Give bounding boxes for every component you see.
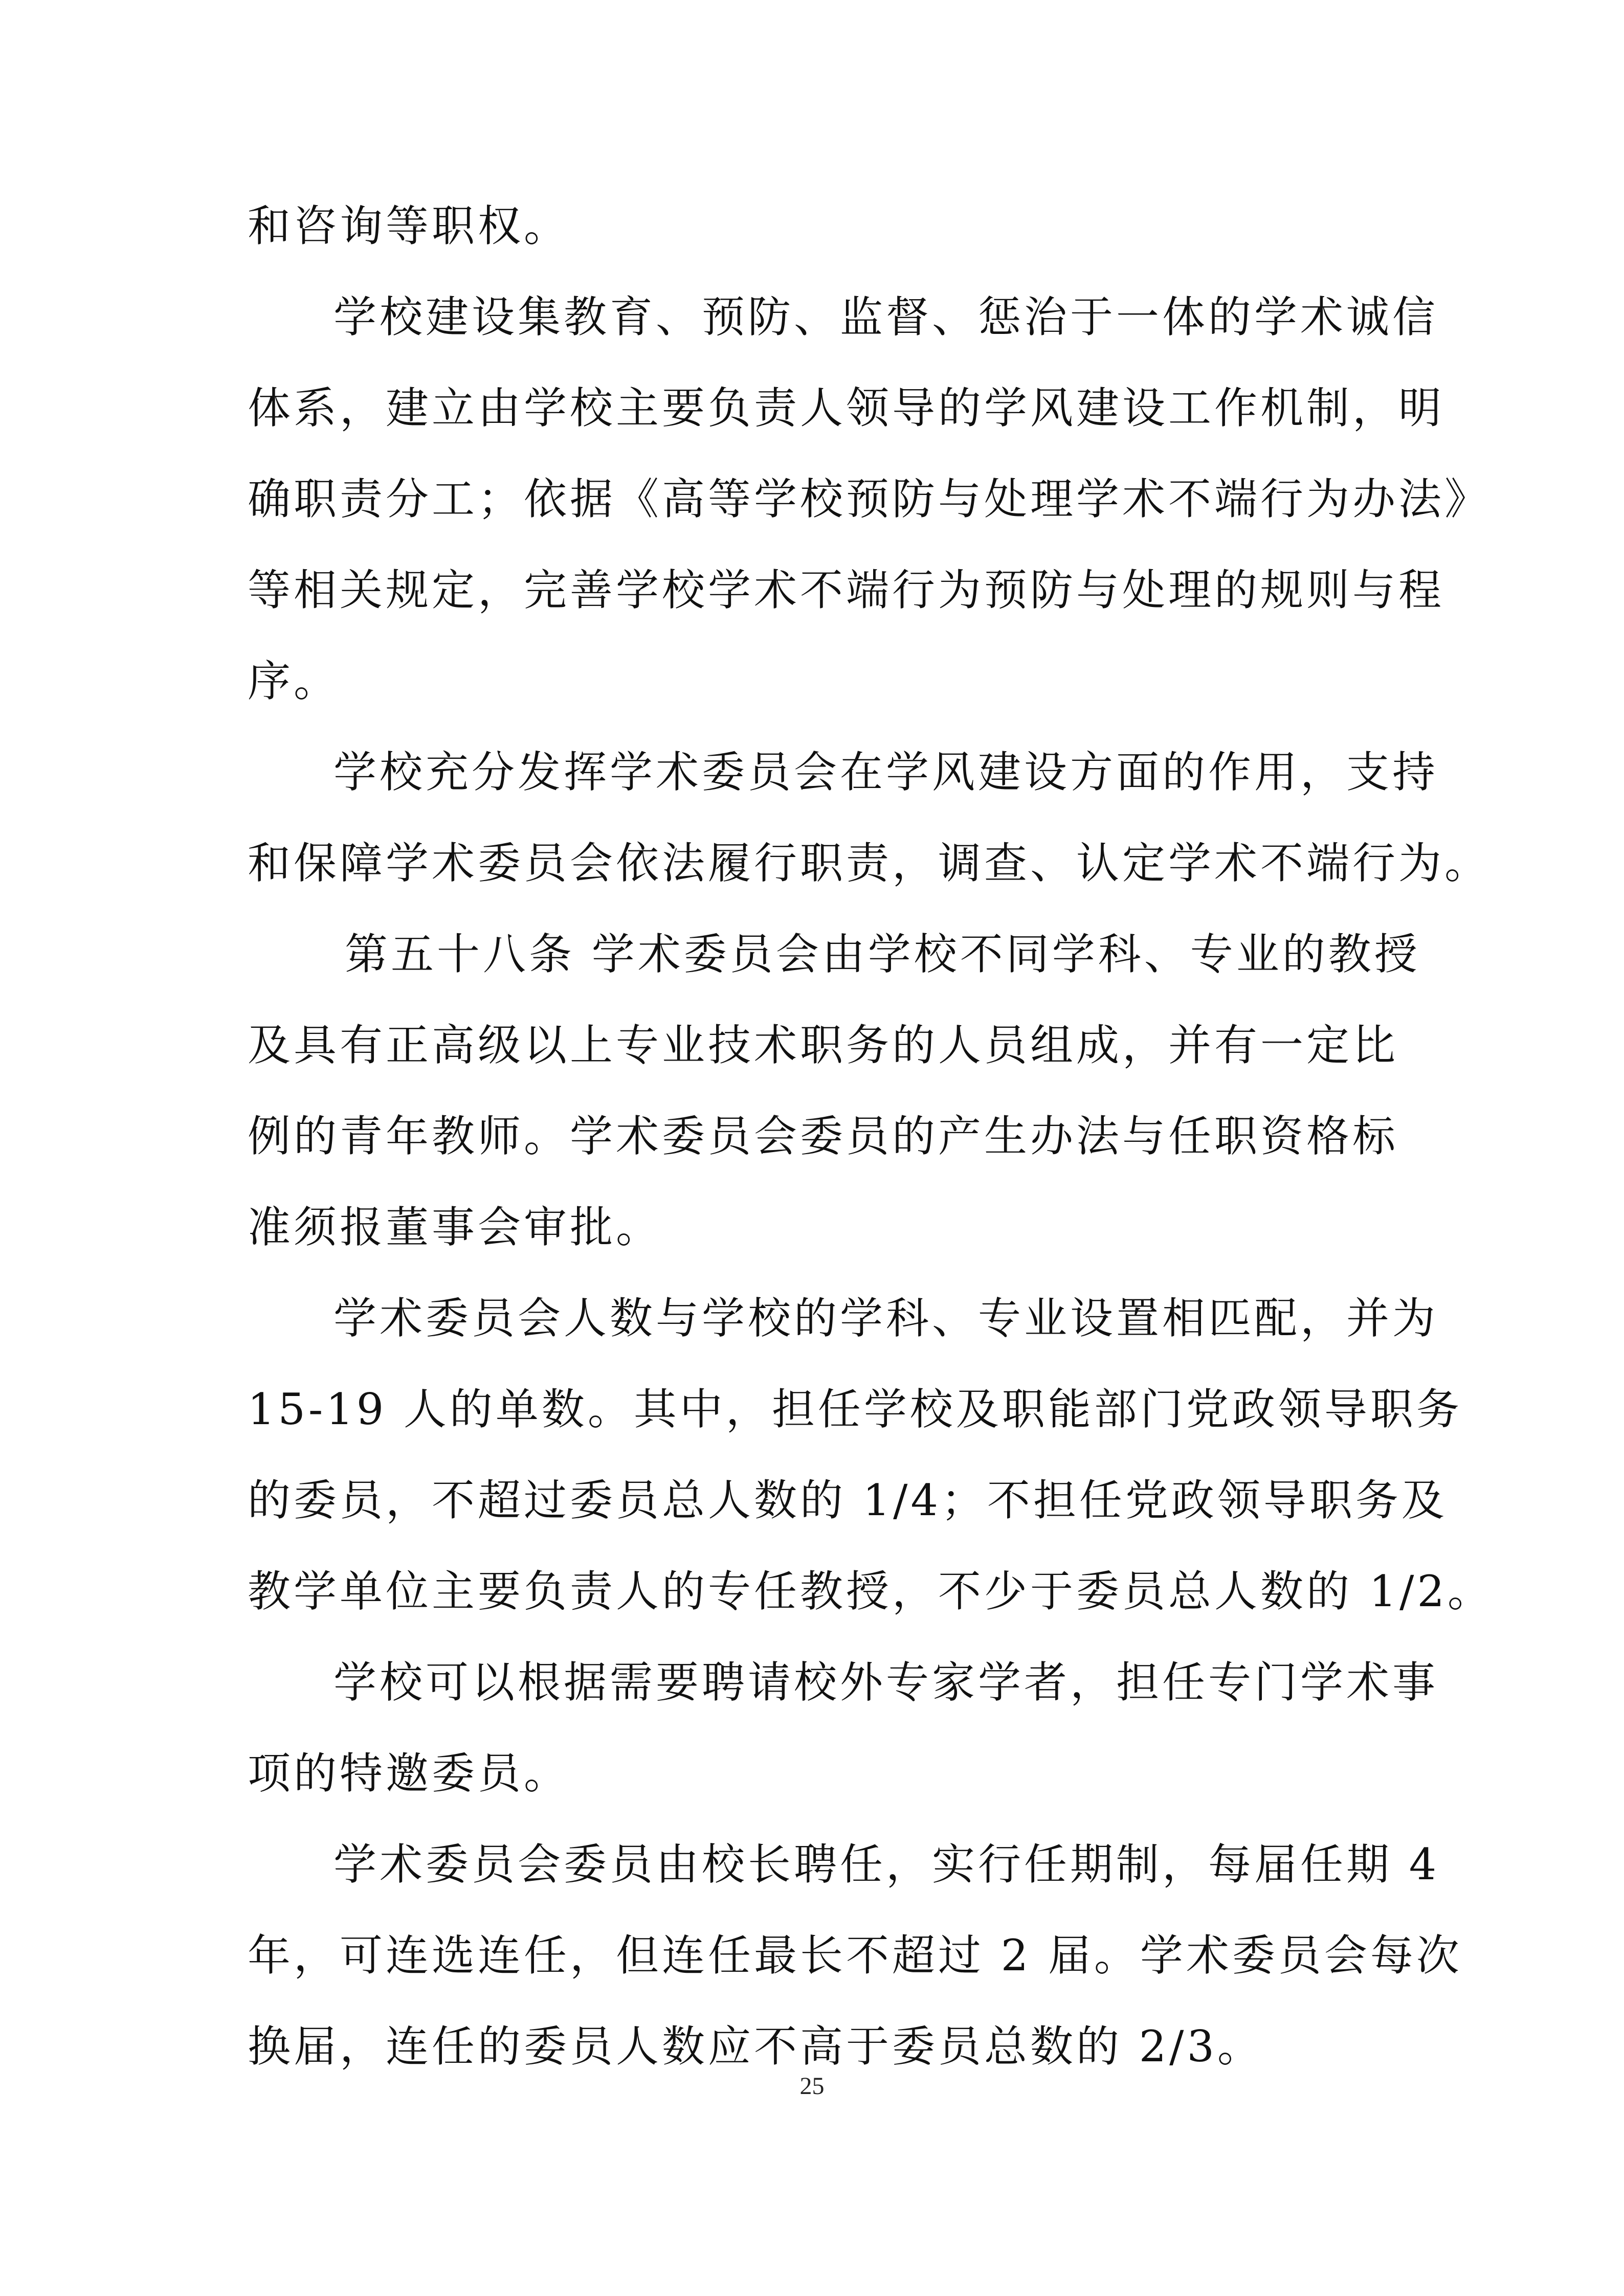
text-line: 等相关规定，完善学校学术不端行为预防与处理的规则与程 bbox=[248, 565, 1445, 615]
text-line: 体系，建立由学校主要负责人领导的学风建设工作机制，明 bbox=[248, 383, 1445, 433]
text-line: 及具有正高级以上专业技术职务的人员组成，并有一定比 bbox=[248, 1020, 1399, 1070]
text-line: 教学单位主要负责人的专任教授，不少于委员总人数的 1/2。 bbox=[248, 1566, 1494, 1616]
text-line: 学术委员会委员由校长聘任，实行任期制，每届任期 4 bbox=[333, 1839, 1440, 1889]
body-text bbox=[248, 200, 1494, 2112]
text-line: 序。 bbox=[248, 656, 340, 706]
text-line: 15-19 人的单数。其中，担任学校及职能部门党政领导职务 bbox=[248, 1384, 1462, 1434]
text-line: 学校可以根据需要聘请校外专家学者，担任专门学术事 bbox=[333, 1657, 1439, 1707]
text-line: 年，可连选连任，但连任最长不超过 2 届。学术委员会每次 bbox=[248, 1930, 1462, 1980]
text-line: 准须报董事会审批。 bbox=[248, 1202, 662, 1252]
page-number: 25 bbox=[799, 2073, 825, 2100]
text-line: 的委员，不超过委员总人数的 1/4；不担任党政领导职务及 bbox=[248, 1475, 1448, 1525]
text-line: 例的青年教师。学术委员会委员的产生办法与任职资格标 bbox=[248, 1111, 1399, 1161]
text-line: 项的特邀委员。 bbox=[248, 1748, 570, 1798]
article-heading-line: 第五十八条 学术委员会由学校不同学科、专业的教授 bbox=[345, 929, 1420, 979]
text-line: 确职责分工；依据《高等学校预防与处理学术不端行为办法》 bbox=[248, 474, 1491, 524]
text-line: 学校建设集教育、预防、监督、惩治于一体的学术诚信 bbox=[333, 292, 1439, 342]
text-line: 换届，连任的委员人数应不高于委员总数的 2/3。 bbox=[248, 2021, 1263, 2072]
text-line: 和保障学术委员会依法履行职责，调查、认定学术不端行为。 bbox=[248, 838, 1491, 888]
text-line: 和咨询等职权。 bbox=[248, 201, 570, 251]
text-line: 学术委员会人数与学校的学科、专业设置相匹配，并为 bbox=[333, 1293, 1439, 1343]
text-line: 学校充分发挥学术委员会在学风建设方面的作用，支持 bbox=[333, 747, 1439, 797]
